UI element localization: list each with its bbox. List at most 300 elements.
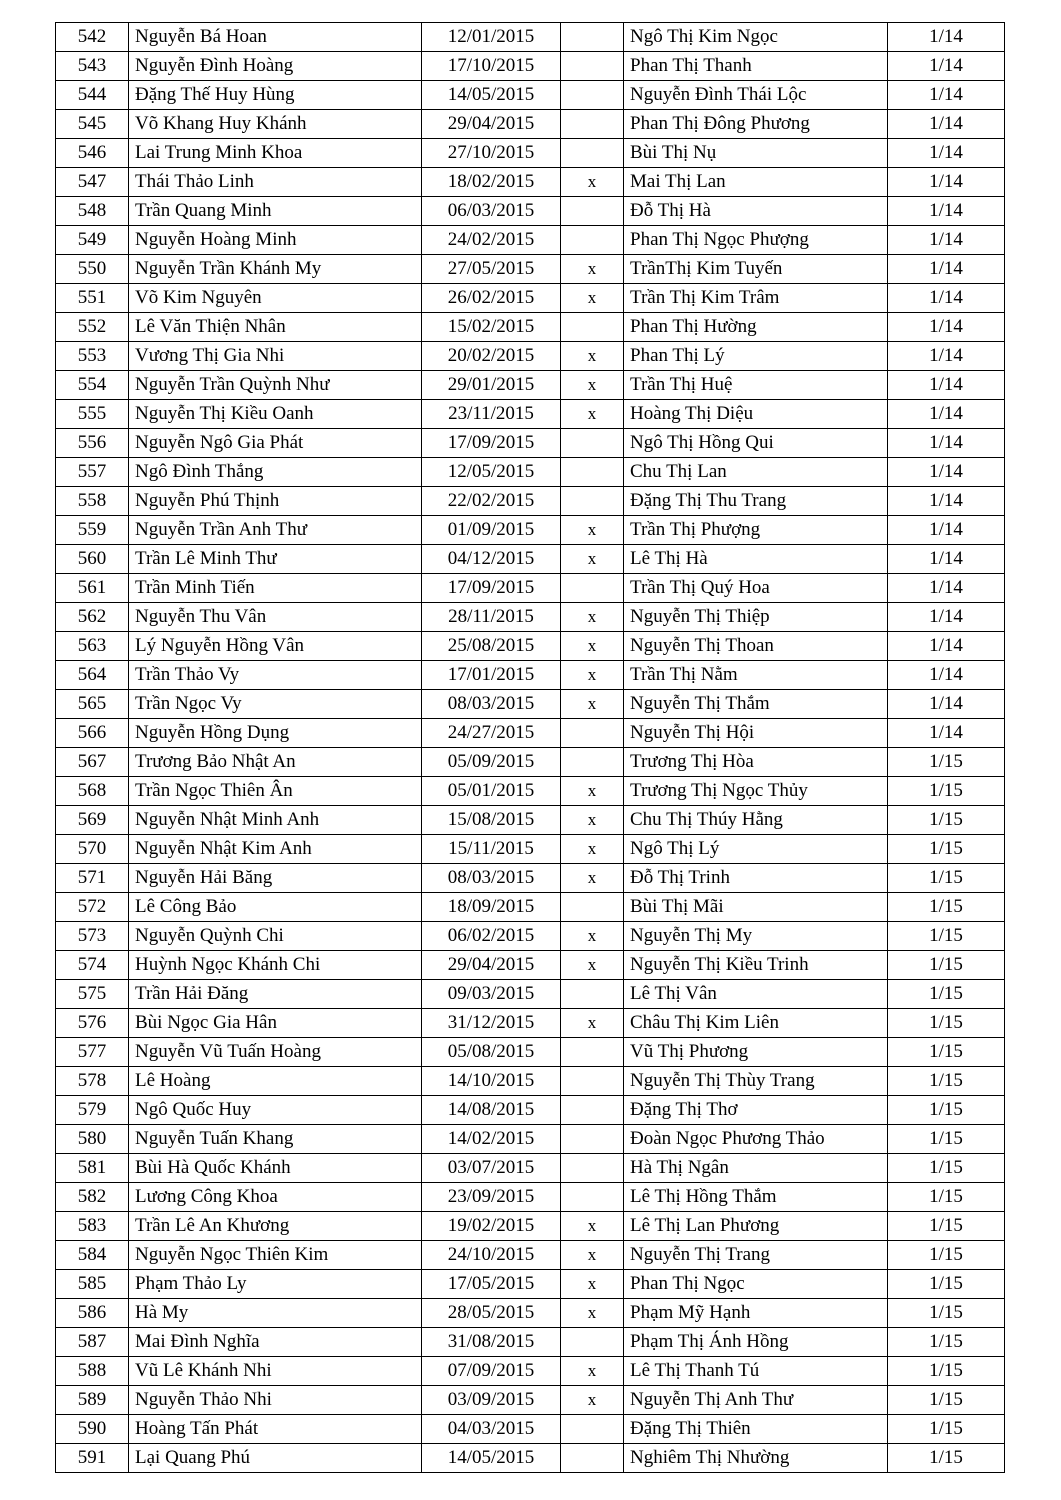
student-number: 551 [56,284,129,313]
student-number: 556 [56,429,129,458]
table-row [56,1125,1005,1154]
student-name: Nguyễn Ngọc Thiên Kim [129,1241,422,1270]
class-name: 1/14 [888,545,1005,574]
female-mark [561,458,624,487]
class-name: 1/14 [888,313,1005,342]
student-number: 581 [56,1154,129,1183]
student-number: 554 [56,371,129,400]
date-of-birth: 24/02/2015 [422,226,561,255]
student-number: 549 [56,226,129,255]
table-row [56,197,1005,226]
female-mark: x [561,371,624,400]
parent-name: Đỗ Thị Hà [624,197,888,226]
student-number: 544 [56,81,129,110]
student-number: 580 [56,1125,129,1154]
student-number: 578 [56,1067,129,1096]
class-name: 1/15 [888,951,1005,980]
date-of-birth: 26/02/2015 [422,284,561,313]
female-mark: x [561,632,624,661]
date-of-birth: 29/04/2015 [422,951,561,980]
female-mark [561,1444,624,1473]
table-row [56,922,1005,951]
table-row [56,1212,1005,1241]
student-name: Đặng Thế Huy Hùng [129,81,422,110]
student-name: Hoàng Tấn Phát [129,1415,422,1444]
table-row [56,487,1005,516]
female-mark: x [561,777,624,806]
student-number: 553 [56,342,129,371]
student-number: 576 [56,1009,129,1038]
parent-name: Nguyễn Thị Kiều Trinh [624,951,888,980]
student-number: 568 [56,777,129,806]
date-of-birth: 05/08/2015 [422,1038,561,1067]
table-row [56,806,1005,835]
table-row [56,748,1005,777]
date-of-birth: 27/05/2015 [422,255,561,284]
student-number: 558 [56,487,129,516]
female-mark [561,197,624,226]
parent-name: Trần Thị Quý Hoa [624,574,888,603]
class-name: 1/15 [888,1270,1005,1299]
date-of-birth: 06/02/2015 [422,922,561,951]
table-row [56,719,1005,748]
student-number: 567 [56,748,129,777]
table-row [56,951,1005,980]
class-name: 1/15 [888,1415,1005,1444]
parent-name: Đặng Thị Thiên [624,1415,888,1444]
table-row [56,1038,1005,1067]
parent-name: Lê Thị Hồng Thắm [624,1183,888,1212]
class-name: 1/14 [888,661,1005,690]
date-of-birth: 08/03/2015 [422,864,561,893]
student-name: Trần Hải Đăng [129,980,422,1009]
student-number: 586 [56,1299,129,1328]
table-row [56,371,1005,400]
female-mark: x [561,545,624,574]
table-row [56,342,1005,371]
parent-name: Phan Thị Hường [624,313,888,342]
date-of-birth: 28/11/2015 [422,603,561,632]
class-name: 1/14 [888,255,1005,284]
parent-name: Bùi Thị Mãi [624,893,888,922]
table-row [56,661,1005,690]
student-number: 563 [56,632,129,661]
date-of-birth: 29/04/2015 [422,110,561,139]
female-mark [561,81,624,110]
date-of-birth: 20/02/2015 [422,342,561,371]
student-number: 588 [56,1357,129,1386]
class-name: 1/15 [888,1241,1005,1270]
date-of-birth: 18/02/2015 [422,168,561,197]
parent-name: Nguyễn Thị Thùy Trang [624,1067,888,1096]
student-name: Trần Minh Tiến [129,574,422,603]
student-number: 583 [56,1212,129,1241]
student-name: Nguyễn Nhật Kim Anh [129,835,422,864]
date-of-birth: 06/03/2015 [422,197,561,226]
table-row [56,458,1005,487]
student-name: Phạm Thảo Ly [129,1270,422,1299]
table-row [56,52,1005,81]
student-name: Ngô Quốc Huy [129,1096,422,1125]
date-of-birth: 31/08/2015 [422,1328,561,1357]
student-name: Mai Đình Nghĩa [129,1328,422,1357]
parent-name: Chu Thị Thúy Hằng [624,806,888,835]
female-mark: x [561,342,624,371]
date-of-birth: 14/02/2015 [422,1125,561,1154]
student-name: Nguyễn Hoàng Minh [129,226,422,255]
parent-name: Phan Thị Thanh [624,52,888,81]
parent-name: Bùi Thị Nụ [624,139,888,168]
student-name: Nguyễn Phú Thịnh [129,487,422,516]
student-name: Lê Văn Thiện Nhân [129,313,422,342]
student-name: Trần Ngọc Thiên Ân [129,777,422,806]
date-of-birth: 18/09/2015 [422,893,561,922]
student-number: 587 [56,1328,129,1357]
table-row [56,1241,1005,1270]
parent-name: Nguyễn Thị Thoan [624,632,888,661]
female-mark [561,719,624,748]
student-name: Huỳnh Ngọc Khánh Chi [129,951,422,980]
female-mark [561,429,624,458]
student-name: Lê Công Bảo [129,893,422,922]
table-row [56,690,1005,719]
parent-name: Đặng Thị Thu Trang [624,487,888,516]
class-name: 1/14 [888,197,1005,226]
parent-name: Nguyễn Thị Thiệp [624,603,888,632]
parent-name: Ngô Thị Lý [624,835,888,864]
female-mark: x [561,806,624,835]
class-name: 1/15 [888,922,1005,951]
parent-name: Chu Thị Lan [624,458,888,487]
date-of-birth: 14/10/2015 [422,1067,561,1096]
table-row [56,1415,1005,1444]
student-number: 543 [56,52,129,81]
student-number: 584 [56,1241,129,1270]
class-name: 1/15 [888,835,1005,864]
class-name: 1/14 [888,226,1005,255]
date-of-birth: 17/09/2015 [422,574,561,603]
student-name: Trần Lê An Khương [129,1212,422,1241]
date-of-birth: 15/11/2015 [422,835,561,864]
class-name: 1/14 [888,719,1005,748]
parent-name: Nguyễn Thị Trang [624,1241,888,1270]
parent-name: Lê Thị Hà [624,545,888,574]
female-mark [561,1183,624,1212]
student-name: Võ Kim Nguyên [129,284,422,313]
parent-name: Trần Thị Nằm [624,661,888,690]
class-name: 1/14 [888,139,1005,168]
student-name: Nguyễn Trần Khánh My [129,255,422,284]
class-name: 1/14 [888,371,1005,400]
class-name: 1/14 [888,632,1005,661]
parent-name: Hà Thị Ngân [624,1154,888,1183]
student-name: Nguyễn Thị Kiều Oanh [129,400,422,429]
table-row [56,429,1005,458]
date-of-birth: 27/10/2015 [422,139,561,168]
date-of-birth: 14/05/2015 [422,81,561,110]
student-number: 566 [56,719,129,748]
student-name: Nguyễn Đình Hoàng [129,52,422,81]
student-number: 542 [56,23,129,52]
parent-name: Lê Thị Thanh Tú [624,1357,888,1386]
table-row [56,1299,1005,1328]
parent-name: Nguyễn Thị Anh Thư [624,1386,888,1415]
table-row [56,81,1005,110]
student-number: 591 [56,1444,129,1473]
female-mark: x [561,1386,624,1415]
class-name: 1/14 [888,690,1005,719]
parent-name: Nguyễn Thị Hội [624,719,888,748]
class-name: 1/15 [888,1125,1005,1154]
class-name: 1/15 [888,1183,1005,1212]
female-mark [561,1328,624,1357]
female-mark [561,1096,624,1125]
female-mark: x [561,603,624,632]
date-of-birth: 25/08/2015 [422,632,561,661]
student-name: Nguyễn Thu Vân [129,603,422,632]
table-row [56,545,1005,574]
date-of-birth: 17/10/2015 [422,52,561,81]
female-mark: x [561,1299,624,1328]
date-of-birth: 17/01/2015 [422,661,561,690]
student-name: Nguyễn Vũ Tuấn Hoàng [129,1038,422,1067]
date-of-birth: 08/03/2015 [422,690,561,719]
student-number: 570 [56,835,129,864]
female-mark [561,139,624,168]
female-mark [561,1125,624,1154]
class-name: 1/14 [888,400,1005,429]
table-row [56,1444,1005,1473]
class-name: 1/15 [888,748,1005,777]
student-name: Nguyễn Quỳnh Chi [129,922,422,951]
class-name: 1/15 [888,1009,1005,1038]
parent-name: TrầnThị Kim Tuyến [624,255,888,284]
class-name: 1/15 [888,1212,1005,1241]
date-of-birth: 03/07/2015 [422,1154,561,1183]
female-mark [561,1415,624,1444]
student-name: Ngô Đình Thắng [129,458,422,487]
class-name: 1/14 [888,516,1005,545]
class-name: 1/15 [888,1299,1005,1328]
female-mark: x [561,922,624,951]
parent-name: Trương Thị Hòa [624,748,888,777]
student-number: 589 [56,1386,129,1415]
female-mark [561,893,624,922]
parent-name: Đỗ Thị Trinh [624,864,888,893]
student-number: 571 [56,864,129,893]
date-of-birth: 19/02/2015 [422,1212,561,1241]
student-roster-table [55,22,1005,1473]
student-name: Nguyễn Ngô Gia Phát [129,429,422,458]
date-of-birth: 04/12/2015 [422,545,561,574]
female-mark [561,1067,624,1096]
class-name: 1/15 [888,980,1005,1009]
class-name: 1/14 [888,168,1005,197]
table-row [56,1328,1005,1357]
parent-name: Nguyễn Đình Thái Lộc [624,81,888,110]
female-mark [561,110,624,139]
female-mark [561,748,624,777]
parent-name: Phạm Thị Ánh Hồng [624,1328,888,1357]
female-mark: x [561,690,624,719]
date-of-birth: 23/11/2015 [422,400,561,429]
parent-name: Mai Thị Lan [624,168,888,197]
female-mark [561,313,624,342]
student-number: 575 [56,980,129,1009]
female-mark: x [561,661,624,690]
student-number: 573 [56,922,129,951]
date-of-birth: 14/08/2015 [422,1096,561,1125]
table-row [56,632,1005,661]
table-row [56,226,1005,255]
class-name: 1/15 [888,893,1005,922]
date-of-birth: 05/01/2015 [422,777,561,806]
female-mark [561,574,624,603]
parent-name: Phan Thị Ngọc [624,1270,888,1299]
student-number: 560 [56,545,129,574]
female-mark: x [561,284,624,313]
student-name: Nguyễn Trần Quỳnh Như [129,371,422,400]
date-of-birth: 05/09/2015 [422,748,561,777]
parent-name: Trần Thị Huệ [624,371,888,400]
female-mark: x [561,1357,624,1386]
female-mark [561,23,624,52]
student-name: Vương Thị Gia Nhi [129,342,422,371]
table-row [56,1067,1005,1096]
student-name: Nguyễn Bá Hoan [129,23,422,52]
student-name: Lý Nguyễn Hồng Vân [129,632,422,661]
parent-name: Phan Thị Ngọc Phượng [624,226,888,255]
student-number: 562 [56,603,129,632]
date-of-birth: 14/05/2015 [422,1444,561,1473]
female-mark: x [561,864,624,893]
student-number: 555 [56,400,129,429]
table-row [56,1270,1005,1299]
parent-name: Châu Thị Kim Liên [624,1009,888,1038]
student-name: Thái Thảo Linh [129,168,422,197]
student-name: Nguyễn Thảo Nhi [129,1386,422,1415]
table-row [56,516,1005,545]
student-name: Trần Lê Minh Thư [129,545,422,574]
female-mark: x [561,1009,624,1038]
class-name: 1/15 [888,1096,1005,1125]
student-number: 579 [56,1096,129,1125]
class-name: 1/15 [888,1038,1005,1067]
student-number: 574 [56,951,129,980]
date-of-birth: 07/09/2015 [422,1357,561,1386]
parent-name: Phan Thị Đông Phương [624,110,888,139]
female-mark [561,1038,624,1067]
date-of-birth: 15/08/2015 [422,806,561,835]
table-row [56,574,1005,603]
parent-name: Đặng Thị Thơ [624,1096,888,1125]
date-of-birth: 09/03/2015 [422,980,561,1009]
parent-name: Phạm Mỹ Hạnh [624,1299,888,1328]
parent-name: Trần Thị Phượng [624,516,888,545]
table-row [56,284,1005,313]
student-name: Lai Trung Minh Khoa [129,139,422,168]
date-of-birth: 01/09/2015 [422,516,561,545]
table-row [56,168,1005,197]
student-number: 561 [56,574,129,603]
table-row [56,400,1005,429]
female-mark: x [561,516,624,545]
student-number: 552 [56,313,129,342]
parent-name: Vũ Thị Phương [624,1038,888,1067]
student-number: 585 [56,1270,129,1299]
student-name: Nguyễn Hải Băng [129,864,422,893]
student-number: 565 [56,690,129,719]
student-name: Bùi Ngọc Gia Hân [129,1009,422,1038]
female-mark [561,226,624,255]
roster-body [56,23,1005,1473]
table-row [56,603,1005,632]
table-row [56,1357,1005,1386]
female-mark: x [561,168,624,197]
class-name: 1/14 [888,429,1005,458]
class-name: 1/15 [888,1386,1005,1415]
class-name: 1/14 [888,342,1005,371]
student-number: 548 [56,197,129,226]
student-name: Trương Bảo Nhật An [129,748,422,777]
class-name: 1/14 [888,81,1005,110]
date-of-birth: 04/03/2015 [422,1415,561,1444]
date-of-birth: 12/01/2015 [422,23,561,52]
class-name: 1/14 [888,52,1005,81]
table-row [56,255,1005,284]
student-number: 546 [56,139,129,168]
student-number: 545 [56,110,129,139]
student-name: Lê Hoàng [129,1067,422,1096]
date-of-birth: 15/02/2015 [422,313,561,342]
parent-name: Lê Thị Vân [624,980,888,1009]
female-mark: x [561,835,624,864]
class-name: 1/15 [888,777,1005,806]
student-name: Nguyễn Trần Anh Thư [129,516,422,545]
date-of-birth: 28/05/2015 [422,1299,561,1328]
table-row [56,1096,1005,1125]
student-name: Nguyễn Hồng Dụng [129,719,422,748]
table-row [56,139,1005,168]
class-name: 1/15 [888,864,1005,893]
female-mark [561,980,624,1009]
date-of-birth: 24/10/2015 [422,1241,561,1270]
female-mark: x [561,400,624,429]
female-mark: x [561,1270,624,1299]
student-name: Bùi Hà Quốc Khánh [129,1154,422,1183]
student-name: Nguyễn Nhật Minh Anh [129,806,422,835]
table-row [56,23,1005,52]
student-name: Vũ Lê Khánh Nhi [129,1357,422,1386]
student-name: Hà My [129,1299,422,1328]
table-row [56,893,1005,922]
class-name: 1/14 [888,603,1005,632]
student-number: 569 [56,806,129,835]
student-number: 559 [56,516,129,545]
student-number: 557 [56,458,129,487]
student-name: Trần Ngọc Vy [129,690,422,719]
student-number: 564 [56,661,129,690]
class-name: 1/14 [888,574,1005,603]
parent-name: Nguyễn Thị Thắm [624,690,888,719]
table-row [56,980,1005,1009]
date-of-birth: 24/27/2015 [422,719,561,748]
parent-name: Ngô Thị Hồng Qui [624,429,888,458]
table-row [56,110,1005,139]
parent-name: Trần Thị Kim Trâm [624,284,888,313]
class-name: 1/15 [888,1357,1005,1386]
date-of-birth: 12/05/2015 [422,458,561,487]
